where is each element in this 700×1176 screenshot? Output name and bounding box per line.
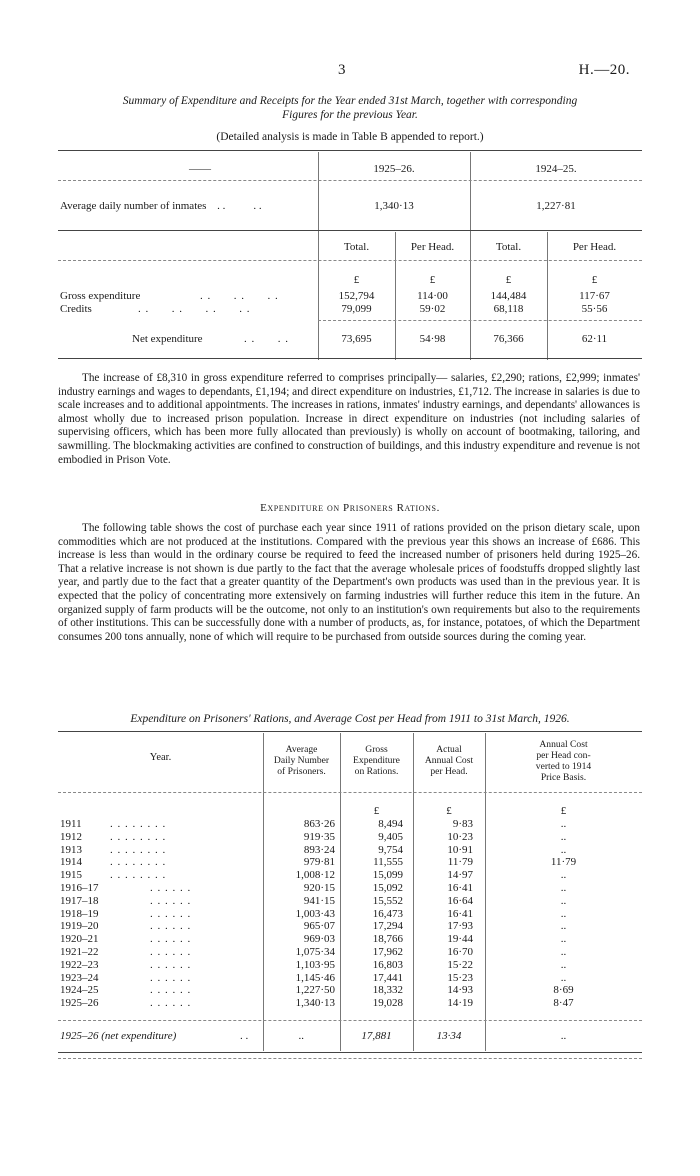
cell-gross: 17,441 bbox=[372, 971, 403, 984]
cell-actual: 16·41 bbox=[447, 907, 473, 920]
sub-header: Total. bbox=[343, 241, 370, 253]
summary-title bbox=[58, 94, 642, 122]
summary-title-line2: Figures for the previous Year. bbox=[282, 109, 418, 121]
cell-prisoners: 1,145·46 bbox=[295, 971, 335, 984]
cell-gross: 17,294 bbox=[372, 920, 403, 933]
cell-year: 1919–20 bbox=[60, 920, 99, 933]
cell-year: 1913 bbox=[60, 843, 82, 856]
currency-symbol: £ bbox=[429, 274, 436, 286]
table-row bbox=[0, 946, 700, 959]
table-rule bbox=[58, 180, 642, 181]
cell-year: 1918–19 bbox=[60, 907, 99, 920]
cell-converted: .. bbox=[560, 882, 567, 894]
cell-year: 1911 bbox=[60, 818, 82, 830]
currency-symbol: £ bbox=[353, 274, 360, 286]
cell-converted: .. bbox=[560, 971, 567, 984]
inmates-value: 1,227·81 bbox=[536, 200, 576, 212]
cell-converted: .. bbox=[560, 843, 567, 856]
cell-converted: .. bbox=[560, 920, 567, 933]
row-value: 79,099 bbox=[341, 303, 372, 315]
header-converted-line: Annual Cost bbox=[539, 739, 588, 750]
cell-actual: 10·23 bbox=[447, 830, 473, 843]
document-reference: H.—20. bbox=[578, 62, 630, 78]
cell-actual: 11·79 bbox=[447, 856, 473, 869]
table-rule bbox=[58, 358, 642, 359]
currency-symbol: £ bbox=[505, 274, 512, 286]
cell-actual: 15·23 bbox=[447, 971, 473, 984]
table-rule bbox=[58, 1058, 642, 1059]
leader-dots: . . . . . . bbox=[150, 907, 192, 920]
cell-year: 1923–24 bbox=[60, 971, 99, 984]
leader-dots: . . . . . . bbox=[150, 946, 192, 958]
cell-converted: .. bbox=[560, 946, 567, 958]
cell-prisoners: 1,227·50 bbox=[295, 984, 335, 997]
header-converted-line: verted to 1914 bbox=[535, 761, 592, 772]
cell-prisoners: 969·03 bbox=[303, 933, 335, 946]
header-gross bbox=[340, 744, 413, 777]
cell-prisoners: 1,075·34 bbox=[295, 946, 335, 958]
table-rule bbox=[318, 320, 642, 321]
table-row bbox=[0, 920, 700, 933]
summary-note: (Detailed analysis is made in Table B appended to report.) bbox=[216, 131, 484, 143]
leader-dots: . . . . bbox=[244, 333, 289, 345]
cell-gross: 9,405 bbox=[378, 830, 403, 843]
cell-year: 1920–21 bbox=[60, 933, 99, 946]
net-row-converted: .. bbox=[560, 1030, 567, 1042]
row-value: 117·67 bbox=[579, 290, 610, 302]
leader-dots: . . . . . . bbox=[150, 997, 192, 1010]
table-row bbox=[0, 984, 700, 997]
cell-actual: 19·44 bbox=[447, 933, 473, 946]
cell-prisoners: 941·15 bbox=[303, 894, 335, 907]
cell-gross: 15,092 bbox=[372, 882, 403, 894]
cell-actual: 16·70 bbox=[447, 946, 473, 958]
cell-gross: 16,803 bbox=[372, 958, 403, 971]
table-rule bbox=[58, 150, 642, 151]
year-header: 1925–26. bbox=[373, 163, 415, 175]
cell-gross: 15,552 bbox=[372, 894, 403, 907]
header-average-line: Average bbox=[285, 744, 318, 755]
row-value: 55·56 bbox=[581, 303, 608, 315]
cell-converted: .. bbox=[560, 818, 567, 830]
cell-year: 1925–26 bbox=[60, 997, 99, 1010]
table-rule bbox=[58, 1020, 642, 1021]
cell-converted: .. bbox=[560, 958, 567, 971]
table-row bbox=[0, 895, 700, 908]
net-row-actual: 13·34 bbox=[436, 1030, 462, 1042]
leader-dots: . . . . . . . . bbox=[110, 843, 167, 856]
cell-converted: .. bbox=[560, 894, 567, 907]
leader-dots: . . . . . . . . bbox=[110, 869, 167, 882]
cell-gross: 16,473 bbox=[372, 907, 403, 920]
cell-year: 1915 bbox=[60, 869, 82, 882]
row-value: 76,366 bbox=[493, 333, 524, 345]
cell-actual: 9·83 bbox=[452, 818, 473, 830]
cell-prisoners: 920·15 bbox=[303, 882, 335, 894]
page-number: 3 bbox=[338, 62, 346, 78]
cell-year: 1921–22 bbox=[60, 946, 99, 958]
inmates-value: 1,340·13 bbox=[374, 200, 414, 212]
leader-dots: . . . . . . . . bbox=[110, 830, 167, 843]
net-expenditure-row bbox=[0, 1030, 700, 1043]
cell-year: 1912 bbox=[60, 830, 82, 843]
increase-paragraph: The increase of £8,310 in gross expenditure referred to comprises principally— salaries, £2,290; rations, £2,999; inmates' industry earnings and wages to dependants, £1,194; and direct expenditure on industries, £1,712. The increase in salaries is due to scale increases and to additional appointments. The increases in rations, inmates' industry earnings, and dependants' allowances is almost wholly due to increased prison population. Increase in direct expenditure on industries (not including salaries of supervising officers, which has been more fully allocated than previously) is wholly on account of bootmaking, tailoring, and sawmilling. The blockmaking activities are confined to construction of buildings, and this industry expenditure and revenue is not embodied in Prison Vote. bbox=[58, 372, 640, 466]
leader-dots: . . . . . . bbox=[150, 958, 192, 971]
row-value: 114·00 bbox=[417, 290, 448, 302]
header-gross-line: on Rations. bbox=[354, 766, 399, 777]
header-gross-line: Expenditure bbox=[353, 755, 400, 766]
cell-actual: 16·64 bbox=[447, 894, 473, 907]
sub-header: Per Head. bbox=[410, 241, 455, 253]
cell-gross: 19,028 bbox=[372, 997, 403, 1010]
cell-gross: 15,099 bbox=[372, 869, 403, 882]
cell-year: 1916–17 bbox=[60, 882, 99, 894]
cell-prisoners: 965·07 bbox=[303, 920, 335, 933]
header-actual-line: Actual bbox=[436, 744, 462, 755]
leader-dots: . . . . . . . . bbox=[110, 856, 167, 869]
row-label: Net expenditure bbox=[132, 333, 203, 345]
cell-prisoners: 1,340·13 bbox=[295, 997, 335, 1010]
leader-dots: . . . . . . bbox=[150, 984, 192, 997]
cell-actual: 10·91 bbox=[447, 843, 473, 856]
row-value: 59·02 bbox=[419, 303, 446, 315]
cell-gross: 11,555 bbox=[373, 856, 403, 869]
cell-gross: 9,754 bbox=[378, 843, 403, 856]
cell-actual: 14·97 bbox=[447, 869, 473, 882]
row-value: 68,118 bbox=[493, 303, 524, 315]
inmates-label: Average daily number of inmates . . . . bbox=[60, 200, 262, 212]
cell-prisoners: 863·26 bbox=[303, 818, 335, 830]
cell-converted: 8·69 bbox=[553, 984, 574, 997]
leader-dots: . . . . . . bbox=[150, 894, 192, 907]
table-row bbox=[0, 933, 700, 946]
header-converted bbox=[485, 739, 642, 783]
inmates-label-text: Average daily number of inmates bbox=[60, 200, 207, 212]
row-label: Credits bbox=[60, 303, 92, 315]
cell-converted: .. bbox=[560, 907, 567, 920]
cell-converted: .. bbox=[560, 830, 567, 843]
currency-symbol: £ bbox=[373, 805, 380, 817]
leader-dots: . . . . . . bbox=[150, 882, 192, 894]
header-average bbox=[263, 744, 340, 777]
cell-gross: 18,332 bbox=[372, 984, 403, 997]
table-rule bbox=[58, 260, 642, 261]
header-actual bbox=[413, 744, 485, 777]
table-row bbox=[0, 869, 700, 882]
cell-year: 1917–18 bbox=[60, 894, 99, 907]
net-row-year: 1925–26 (net expenditure) bbox=[60, 1030, 177, 1042]
cell-gross: 8,494 bbox=[378, 818, 403, 830]
row-value: 54·98 bbox=[419, 333, 446, 345]
net-row-gross: 17,881 bbox=[361, 1030, 392, 1042]
cell-actual: 14·93 bbox=[447, 984, 473, 997]
cell-year: 1924–25 bbox=[60, 984, 99, 997]
cell-converted: 8·47 bbox=[553, 997, 574, 1010]
summary-title-line1: Summary of Expenditure and Receipts for the Year ended 31st March, together with corresponding bbox=[122, 95, 578, 107]
row-value: 62·11 bbox=[581, 333, 608, 345]
header-average-line: Daily Number bbox=[273, 755, 330, 766]
cell-prisoners: 1,103·95 bbox=[295, 958, 335, 971]
rations-paragraph: The following table shows the cost of purchase each year since 1911 of rations provided on the prison dietary scale, upon commodities which are not produced at the institutions. Compared with the previous year this shows an increase of £686. This increase is less than would in the ordinary course be required to feed the increased number of prisoners held during 1925–26. That a relative increase is not shown is due partly to the fact that the average wholesale prices of foodstuffs dropped slightly last year, and partly due to the fact that a greater quantity of the Department's own products was used than in the previous year. It is expected that the policy of concentrating more extensively on farming industries will further reduce this item in the future. An organized supply of farm products will be the outcome, not only to an institution's own requirements but also to the requirements of other institutions. This can be successfully done with a number of products, as, for instance, potatoes, of which the Department consumes 200 tons annually, none of which will require to be purchased from outside sources during the coming year. bbox=[58, 522, 640, 643]
sub-header: Per Head. bbox=[572, 241, 617, 253]
currency-symbol: £ bbox=[591, 274, 598, 286]
rations-table-title: Expenditure on Prisoners' Rations, and Average Cost per Head from 1911 to 31st March, 1926. bbox=[130, 713, 570, 725]
table-row bbox=[0, 997, 700, 1010]
currency-symbol: £ bbox=[560, 805, 567, 817]
table-rule bbox=[58, 792, 642, 793]
row-label: Gross expenditure bbox=[60, 290, 141, 302]
cell-prisoners: 979·81 bbox=[303, 856, 335, 869]
table-rule bbox=[58, 1052, 642, 1053]
rations-heading: Expenditure on Prisoners Rations. bbox=[260, 502, 440, 514]
header-converted-line: per Head con- bbox=[536, 750, 591, 761]
leader-dots: . . . . . . . . bbox=[138, 303, 251, 315]
net-row-prisoners: .. bbox=[298, 1030, 305, 1042]
cell-actual: 14·19 bbox=[447, 997, 473, 1010]
cell-year: 1914 bbox=[60, 856, 82, 869]
table-row bbox=[0, 908, 700, 921]
currency-symbol: £ bbox=[446, 805, 452, 817]
year-header: 1924–25. bbox=[535, 163, 577, 175]
row-value: 144,484 bbox=[490, 290, 527, 302]
leader-dots: . . bbox=[240, 1030, 249, 1042]
table-row bbox=[0, 856, 700, 869]
cell-converted: .. bbox=[560, 869, 567, 882]
leader-dots: . . . . . . bbox=[150, 933, 192, 946]
leader-dots: . . . . . . bbox=[150, 971, 192, 984]
table-rule bbox=[58, 230, 642, 231]
header-year: Year. bbox=[149, 752, 172, 763]
cell-prisoners: 893·24 bbox=[303, 843, 335, 856]
row-value: 152,794 bbox=[338, 290, 375, 302]
row-value: 73,695 bbox=[341, 333, 372, 345]
table-row bbox=[0, 844, 700, 857]
table-row bbox=[0, 972, 700, 985]
header-converted-line: Price Basis. bbox=[540, 772, 587, 783]
cell-prisoners: 1,008·12 bbox=[295, 869, 335, 882]
cell-gross: 17,962 bbox=[372, 946, 403, 958]
table-row bbox=[0, 831, 700, 844]
cell-converted: .. bbox=[560, 933, 567, 946]
cell-converted: 11·79 bbox=[550, 856, 577, 869]
header-average-line: of Prisoners. bbox=[277, 766, 326, 777]
sub-header: Total. bbox=[495, 241, 522, 253]
table-row bbox=[0, 959, 700, 972]
leader-dots: . . . . . . . . bbox=[110, 818, 167, 830]
header-dash: —— bbox=[189, 163, 211, 175]
header-gross-line: Gross bbox=[365, 744, 388, 755]
cell-actual: 17·93 bbox=[447, 920, 473, 933]
cell-prisoners: 1,003·43 bbox=[295, 907, 335, 920]
header-actual-line: Annual Cost bbox=[424, 755, 474, 766]
cell-actual: 15·22 bbox=[447, 958, 473, 971]
cell-year: 1922–23 bbox=[60, 958, 99, 971]
cell-gross: 18,766 bbox=[372, 933, 403, 946]
leader-dots: . . . . . . bbox=[200, 290, 279, 302]
header-actual-line: per Head. bbox=[430, 766, 468, 777]
table-row bbox=[0, 818, 700, 831]
leader-dots: . . . . . . bbox=[150, 920, 192, 933]
cell-prisoners: 919·35 bbox=[303, 830, 335, 843]
table-rule bbox=[58, 731, 642, 732]
cell-actual: 16·41 bbox=[447, 882, 473, 894]
table-row bbox=[0, 882, 700, 895]
